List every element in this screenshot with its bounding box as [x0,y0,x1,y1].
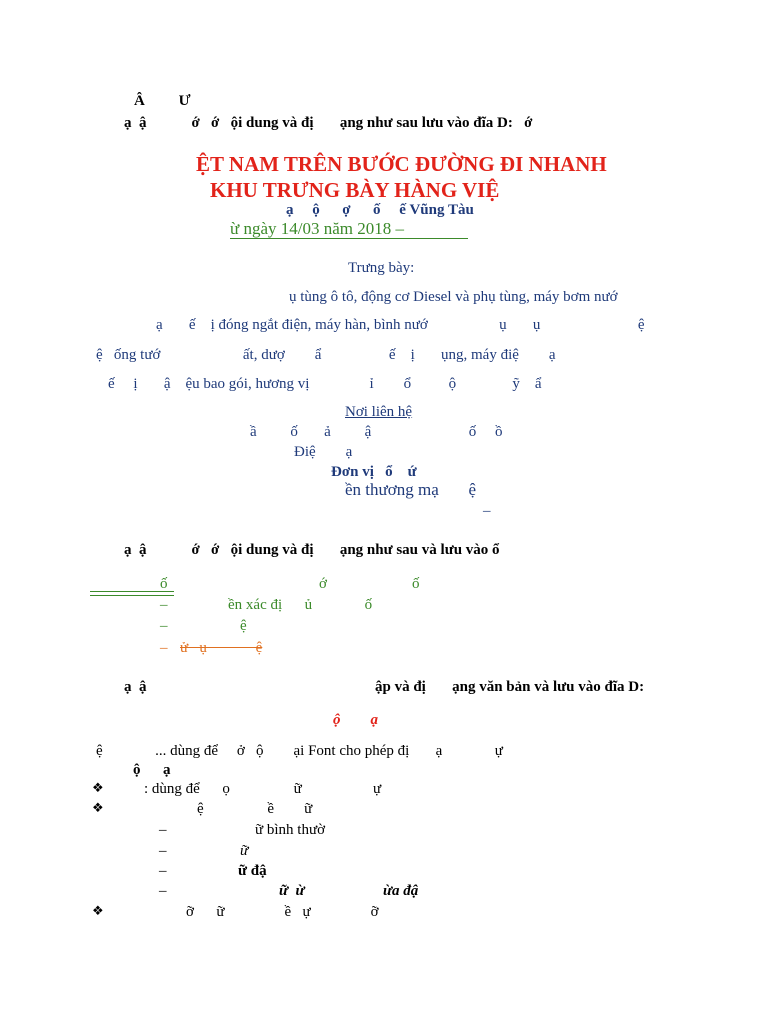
display-items-line2: ạ ế ị đóng ngắt điện, máy hàn, bình nướ ụ ụ ệ [156,317,645,333]
org-name: ền thương mạ ệ [345,480,477,499]
q3-instruction-left: ạ ậ [124,679,147,695]
q2-instruction: ạ ậ ớ ớ ội dung và đị ạng như sau và lưu vào ổ [124,542,500,558]
q3-sub1-dash: – [159,822,167,838]
org-label: Đơn vị ổ ứ [331,464,417,480]
q3-sub3-text: ữ đậ [238,863,267,879]
poster-title-line1: ỆT NAM TRÊN BƯỚC ĐƯỜNG ĐI NHANH [196,152,607,176]
poster-venue: ạ ộ ợ ố ế Vũng Tàu [286,202,474,218]
q2-line4-text: ử ụ ệ [180,640,263,656]
contact-label: Nơi liên hệ [345,404,413,420]
q3-sub4-dash: – [159,883,167,899]
diamond-bullet-icon: ❖ [92,781,104,796]
q3-section-label: ộ ạ [133,762,171,778]
q3-bullet1: : dùng để ọ ữ ự [144,781,382,797]
diamond-bullet-icon: ❖ [92,904,104,919]
display-items-line4: ế ị ậ ệu bao gói, hương vị ỉ ổ ộ ỹ ẩ [108,376,542,392]
display-items-line3: ệ ống tướ ất, dượ ẩ ế ị ụng, máy điệ ạ [96,347,556,363]
display-label: Trưng bày: [348,260,415,276]
q3-subtitle: ộ ạ [333,712,378,728]
q3-instruction-right: ập và đị ạng văn bản và lưu vào đĩa D: [375,679,645,695]
q2-line3-dash: – [160,618,168,634]
q3-sub1-text: ữ bình thườ [255,822,326,838]
q3-bullet3: ỡ ữ ề ự ỡ [186,904,379,920]
q2-line1-left: ố [160,576,168,592]
poster-date: ừ ngày 14/03 năm 2018 – [230,220,468,239]
q2-line1-mid: ớ [319,576,327,592]
q3-sub4-text-a: ữ ừ [279,883,305,899]
q3-sub2-text: ữ [240,843,249,859]
q2-line1-right: ố [412,576,420,592]
q1-instruction: ạ ậ ớ ớ ội dung và đị ạng như sau lưu vào đĩa D: ớ [124,115,533,131]
header-line: Â Ư [134,93,191,109]
q3-sub4-text-b: ừa đậ [383,883,419,899]
q2-line4-dash: – [160,640,168,656]
q2-line2-dash: – [160,597,168,613]
poster-dash: – [483,503,491,519]
q3-sub3-dash: – [159,863,167,879]
contact-line1: ầ ố ả ậ ố ồ [250,424,503,440]
q3-bullet2: ệ ề ữ [197,801,313,817]
display-items-line1: ụ tùng ô tô, động cơ Diesel và phụ tùng, máy bơm nướ [289,289,618,305]
poster-title-line2: KHU TRƯNG BÀY HÀNG VIỆ [210,178,500,202]
contact-line2: Điệ ạ [294,444,353,460]
q3-sub2-dash: – [159,843,167,859]
q2-line3-text: ệ [240,618,247,634]
q2-line2-text: ền xác đị ủ ố [228,597,373,613]
diamond-bullet-icon: ❖ [92,801,104,816]
q3-intro: ệ ... dùng để ở ộ ại Font cho phép đị ạ ự [96,743,503,759]
